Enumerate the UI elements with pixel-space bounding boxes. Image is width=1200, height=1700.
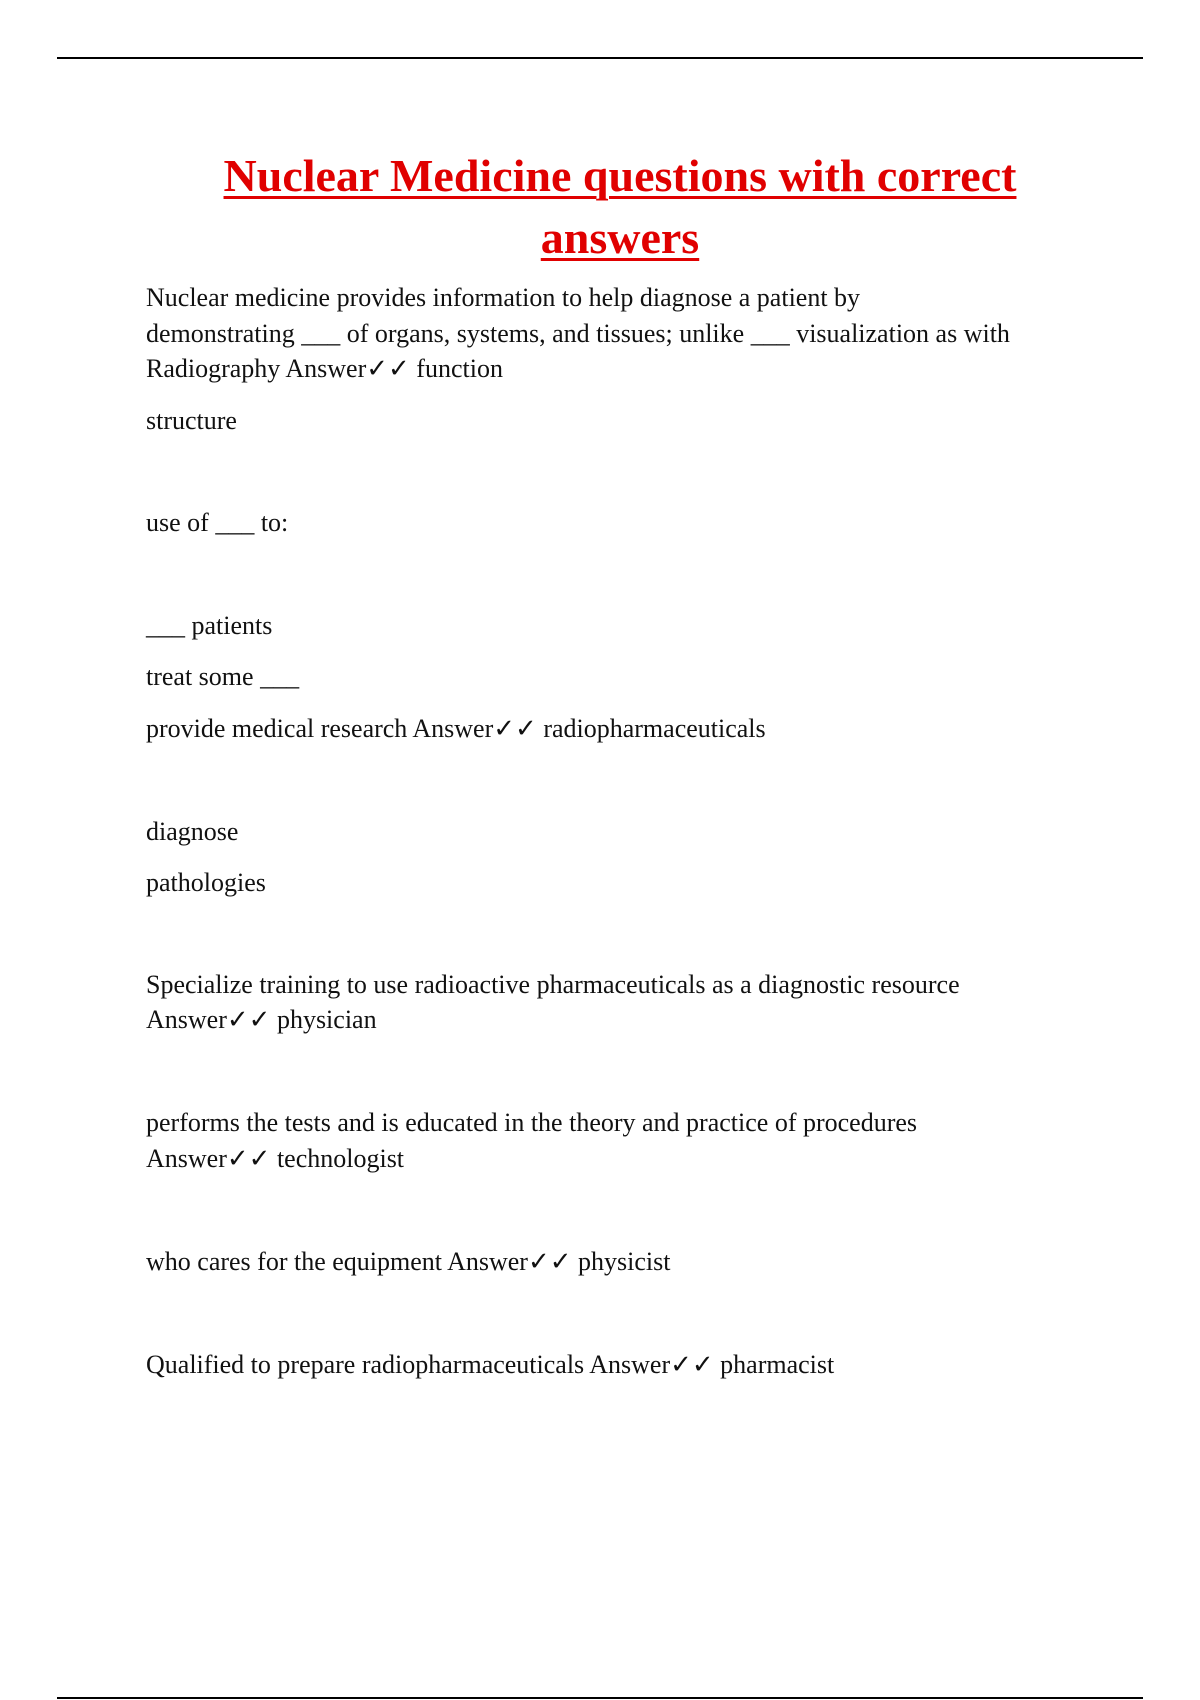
text-line: Answer✓✓ physician: [146, 1005, 377, 1034]
text-line: pathologies: [146, 868, 266, 897]
text-line: diagnose: [146, 817, 239, 846]
text-line: treat some ___: [146, 662, 300, 691]
text-line: Radiography Answer✓✓ function: [146, 354, 503, 383]
text-line: Qualified to prepare radiopharmaceuticals Answer✓✓ pharmacist: [146, 1350, 835, 1379]
text-line: ___ patients: [146, 611, 273, 640]
title-line-1: Nuclear Medicine questions with correct: [223, 150, 1017, 201]
text-line: who cares for the equipment Answer✓✓ physicist: [146, 1247, 671, 1276]
document-title: [140, 145, 1100, 269]
top-rule: [57, 57, 1143, 59]
text-line: provide medical research Answer✓✓ radiopharmaceuticals: [146, 714, 766, 743]
text-line: Specialize training to use radioactive pharmaceuticals as a diagnostic resource: [146, 970, 960, 999]
text-line: performs the tests and is educated in the theory and practice of procedures: [146, 1108, 918, 1137]
text-line: Answer✓✓ technologist: [146, 1144, 405, 1173]
text-line: use of ___ to:: [146, 508, 289, 537]
title-line-2: answers: [540, 212, 700, 263]
text-line: demonstrating ___ of organs, systems, and tissues; unlike ___ visualization as with: [146, 319, 1010, 348]
text-line: structure: [146, 406, 237, 435]
text-line: Nuclear medicine provides information to help diagnose a patient by: [146, 283, 861, 312]
bottom-rule: [57, 1697, 1143, 1699]
